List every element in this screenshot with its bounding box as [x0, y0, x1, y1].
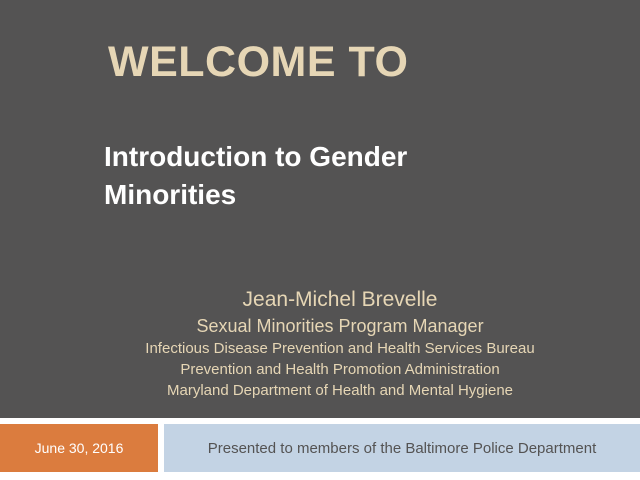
slide-subtitle	[104, 138, 584, 214]
presenter-name: Jean-Michel Brevelle	[242, 288, 438, 311]
presenter-block	[60, 286, 620, 401]
slide-heading: WELCOME TO	[108, 38, 409, 86]
subtitle-line-2: Minorities	[104, 179, 237, 210]
presenter-org-line-1: Infectious Disease Prevention and Health Services Bureau	[145, 340, 535, 357]
footer-presented-to: Presented to members of the Baltimore Police Department	[207, 439, 597, 457]
presenter-org-line-3: Maryland Department of Health and Mental Hygiene	[166, 382, 514, 399]
footer-date-bar	[0, 424, 158, 472]
footer-presented-bar	[164, 424, 640, 472]
subtitle-line-1: Introduction to Gender	[104, 141, 408, 172]
presenter-org-line-2: Prevention and Health Promotion Administration	[180, 361, 500, 378]
footer-date: June 30, 2016	[34, 440, 124, 456]
presenter-role: Sexual Minorities Program Manager	[196, 316, 484, 336]
